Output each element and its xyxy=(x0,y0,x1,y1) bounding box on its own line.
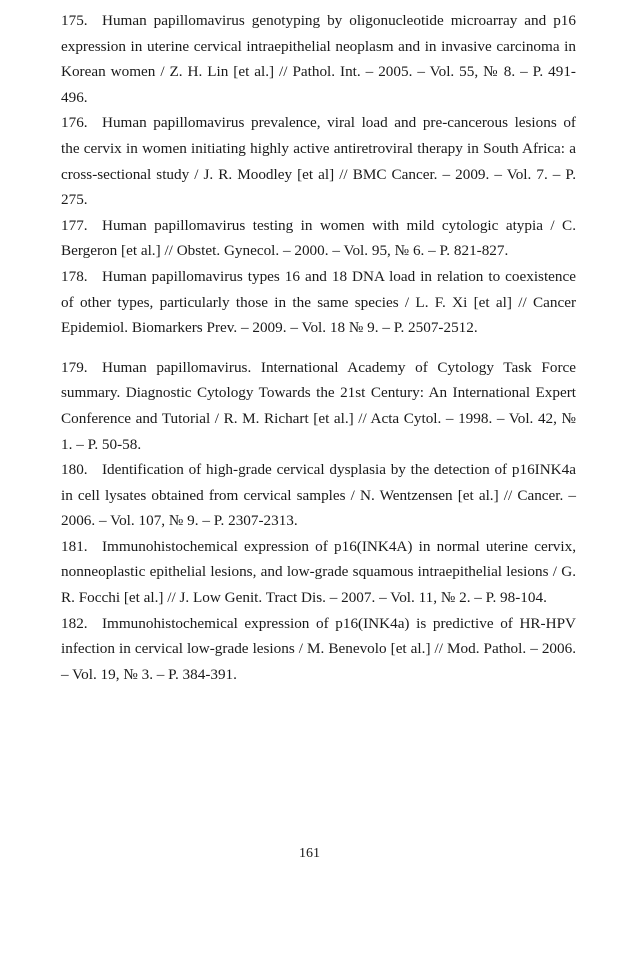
reference-text: Identification of high-grade cervical dysplasia by the detection of p16INK4a in cell lysates obtained from cervical samples / N. Wentzensen [et al.] // Cancer. – 2006. – Vol. 107, № 9. – P. 2307-2313. xyxy=(61,461,576,530)
reference-item xyxy=(61,264,576,341)
reference-item xyxy=(61,8,576,110)
reference-item xyxy=(61,457,576,534)
reference-item xyxy=(61,110,576,212)
reference-text: Human papillomavirus prevalence, viral load and pre-cancerous lesions of the cervix in women initiating highly active antiretroviral therapy in South Africa: a cross-sectional study / J. R. Moodley [et al] // BMC Cancer. – 2009. – Vol. 7. – P. 275. xyxy=(61,114,576,209)
reference-number: 181. xyxy=(61,537,88,555)
reference-text: Human papillomavirus genotyping by oligonucleotide microarray and p16 expression in uterine cervical intraepithelial neoplasm and in invasive carcinoma in Korean women / Z. H. Lin [et al.] // Pathol. Int. – 2005. – Vol. 55, № 8. – P. 491-496. xyxy=(61,12,576,106)
reference-item xyxy=(61,611,576,688)
reference-item xyxy=(61,213,576,264)
reference-text: Human papillomavirus. International Academy of Cytology Task Force summary. Diagnostic Cytology Towards the 21st Century: An International Expert Conference and Tutorial / R. M. Richart [et al.] // Acta Cytol. – 1998. – Vol. 42, № 1. – P. 50-58. xyxy=(61,358,576,453)
reference-number: 179. xyxy=(61,358,88,376)
page-number: 161 xyxy=(299,846,320,861)
reference-item xyxy=(61,534,576,611)
reference-text: Immunohistochemical expression of p16(INK4a) is predictive of HR-HPV infection in cervical low-grade lesions / M. Benevolo [et al.] // Mod. Pathol. – 2006. – Vol. 19, № 3. – P. 384-391. xyxy=(61,614,576,683)
reference-text: Human papillomavirus types 16 and 18 DNA load in relation to coexistence of other types, particularly those in the same species / L. F. Xi [et al] // Cancer Epidemiol. Biomarkers Prev. – 2009. – Vol. 18 № 9. – P. 2507-2512. xyxy=(61,267,576,337)
reference-number: 177. xyxy=(61,216,88,234)
reference-number: 175. xyxy=(61,12,88,29)
reference-list xyxy=(61,8,576,687)
reference-number: 182. xyxy=(61,614,88,632)
reference-text: Immunohistochemical expression of p16(INK4A) in normal uterine cervix, nonneoplastic epithelial lesions, and low-grade squamous intraepithelial lesions / G. R. Focchi [et al.] // J. Low Genit. Tract Dis. – 2007. – Vol. 11, № 2. – P. 98-104. xyxy=(61,537,576,607)
reference-number: 178. xyxy=(61,267,88,285)
reference-number: 176. xyxy=(61,114,88,132)
reference-text: Human papillomavirus testing in women with mild cytologic atypia / C. Bergeron [et al.] // Obstet. Gynecol. – 2000. – Vol. 95, № 6. – P. 821-827. xyxy=(61,216,576,260)
reference-item xyxy=(61,355,576,457)
reference-number: 180. xyxy=(61,461,88,479)
